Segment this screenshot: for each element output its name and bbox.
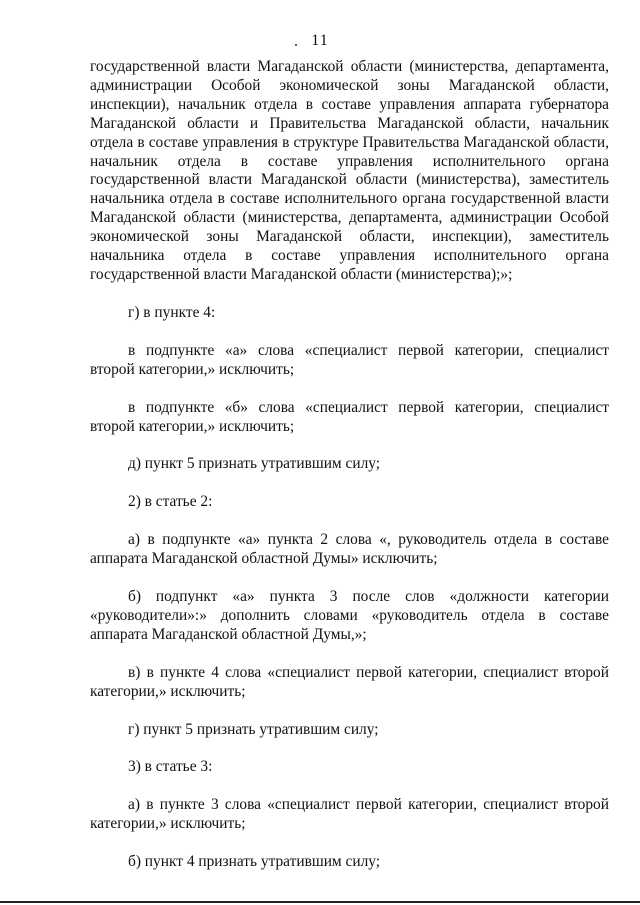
paragraph-article-3-b: б) пункт 4 признать утратившим силу;	[128, 853, 381, 871]
paragraph-article-2-a: а) в подпункте «а» пункта 2 слова «, руководитель отдела в составе аппарата Магаданской областной Думы» исключить;	[90, 531, 609, 568]
page-bottom-edge	[0, 901, 640, 903]
paragraph-continuation: государственной власти Магаданской области (министерства, департамента, администрации Особой экономической зоны Магаданской области, инспекции), начальник отдела в составе управления аппарата губернатора Магаданской области и Правительства Магаданской области, начальник отдела в составе управления в структуре Правительства Магаданской области, начальник отдела в составе управления исполнительного органа государственной власти Магаданской области (министерства), заместитель начальника отдела в составе исполнительного органа государственной власти Магаданской области (министерства, департамента, администрации Особой экономической зоны Магаданской области, инспекции), заместитель начальника отдела в составе управления исполнительного органа государственной власти Магаданской области (министерства);»;	[90, 58, 609, 283]
paragraph-article-2: 2) в статье 2:	[128, 493, 213, 511]
scan-speck	[295, 44, 297, 46]
paragraph-article-2-g: г) пункт 5 признать утратившим силу;	[128, 720, 379, 738]
document-body	[90, 58, 609, 872]
page-number: 11	[311, 32, 329, 49]
paragraph-article-3: 3) в статье 3:	[128, 758, 213, 776]
paragraph-article-2-b: б) подпункт «а» пункта 3 после слов «должности категории «руководители»:» дополнить словами «руководитель отдела в составе аппарата Магаданской областной Думы,»;	[90, 588, 609, 643]
paragraph-item-g-point-4: г) в пункте 4:	[128, 303, 216, 321]
paragraph-item-d: д) пункт 5 признать утратившим силу;	[128, 455, 381, 473]
paragraph-subpoint-a: в подпункте «а» слова «специалист первой категории, специалист второй категории,» исключить;	[90, 341, 609, 378]
paragraph-subpoint-b: в подпункте «б» слова «специалист первой категории, специалист второй категории,» исключить;	[90, 398, 609, 435]
paragraph-article-3-a: а) в пункте 3 слова «специалист первой категории, специалист второй категории,» исключить;	[90, 796, 609, 833]
paragraph-article-2-v: в) в пункте 4 слова «специалист первой категории, специалист второй категории,» исключить;	[90, 663, 609, 700]
